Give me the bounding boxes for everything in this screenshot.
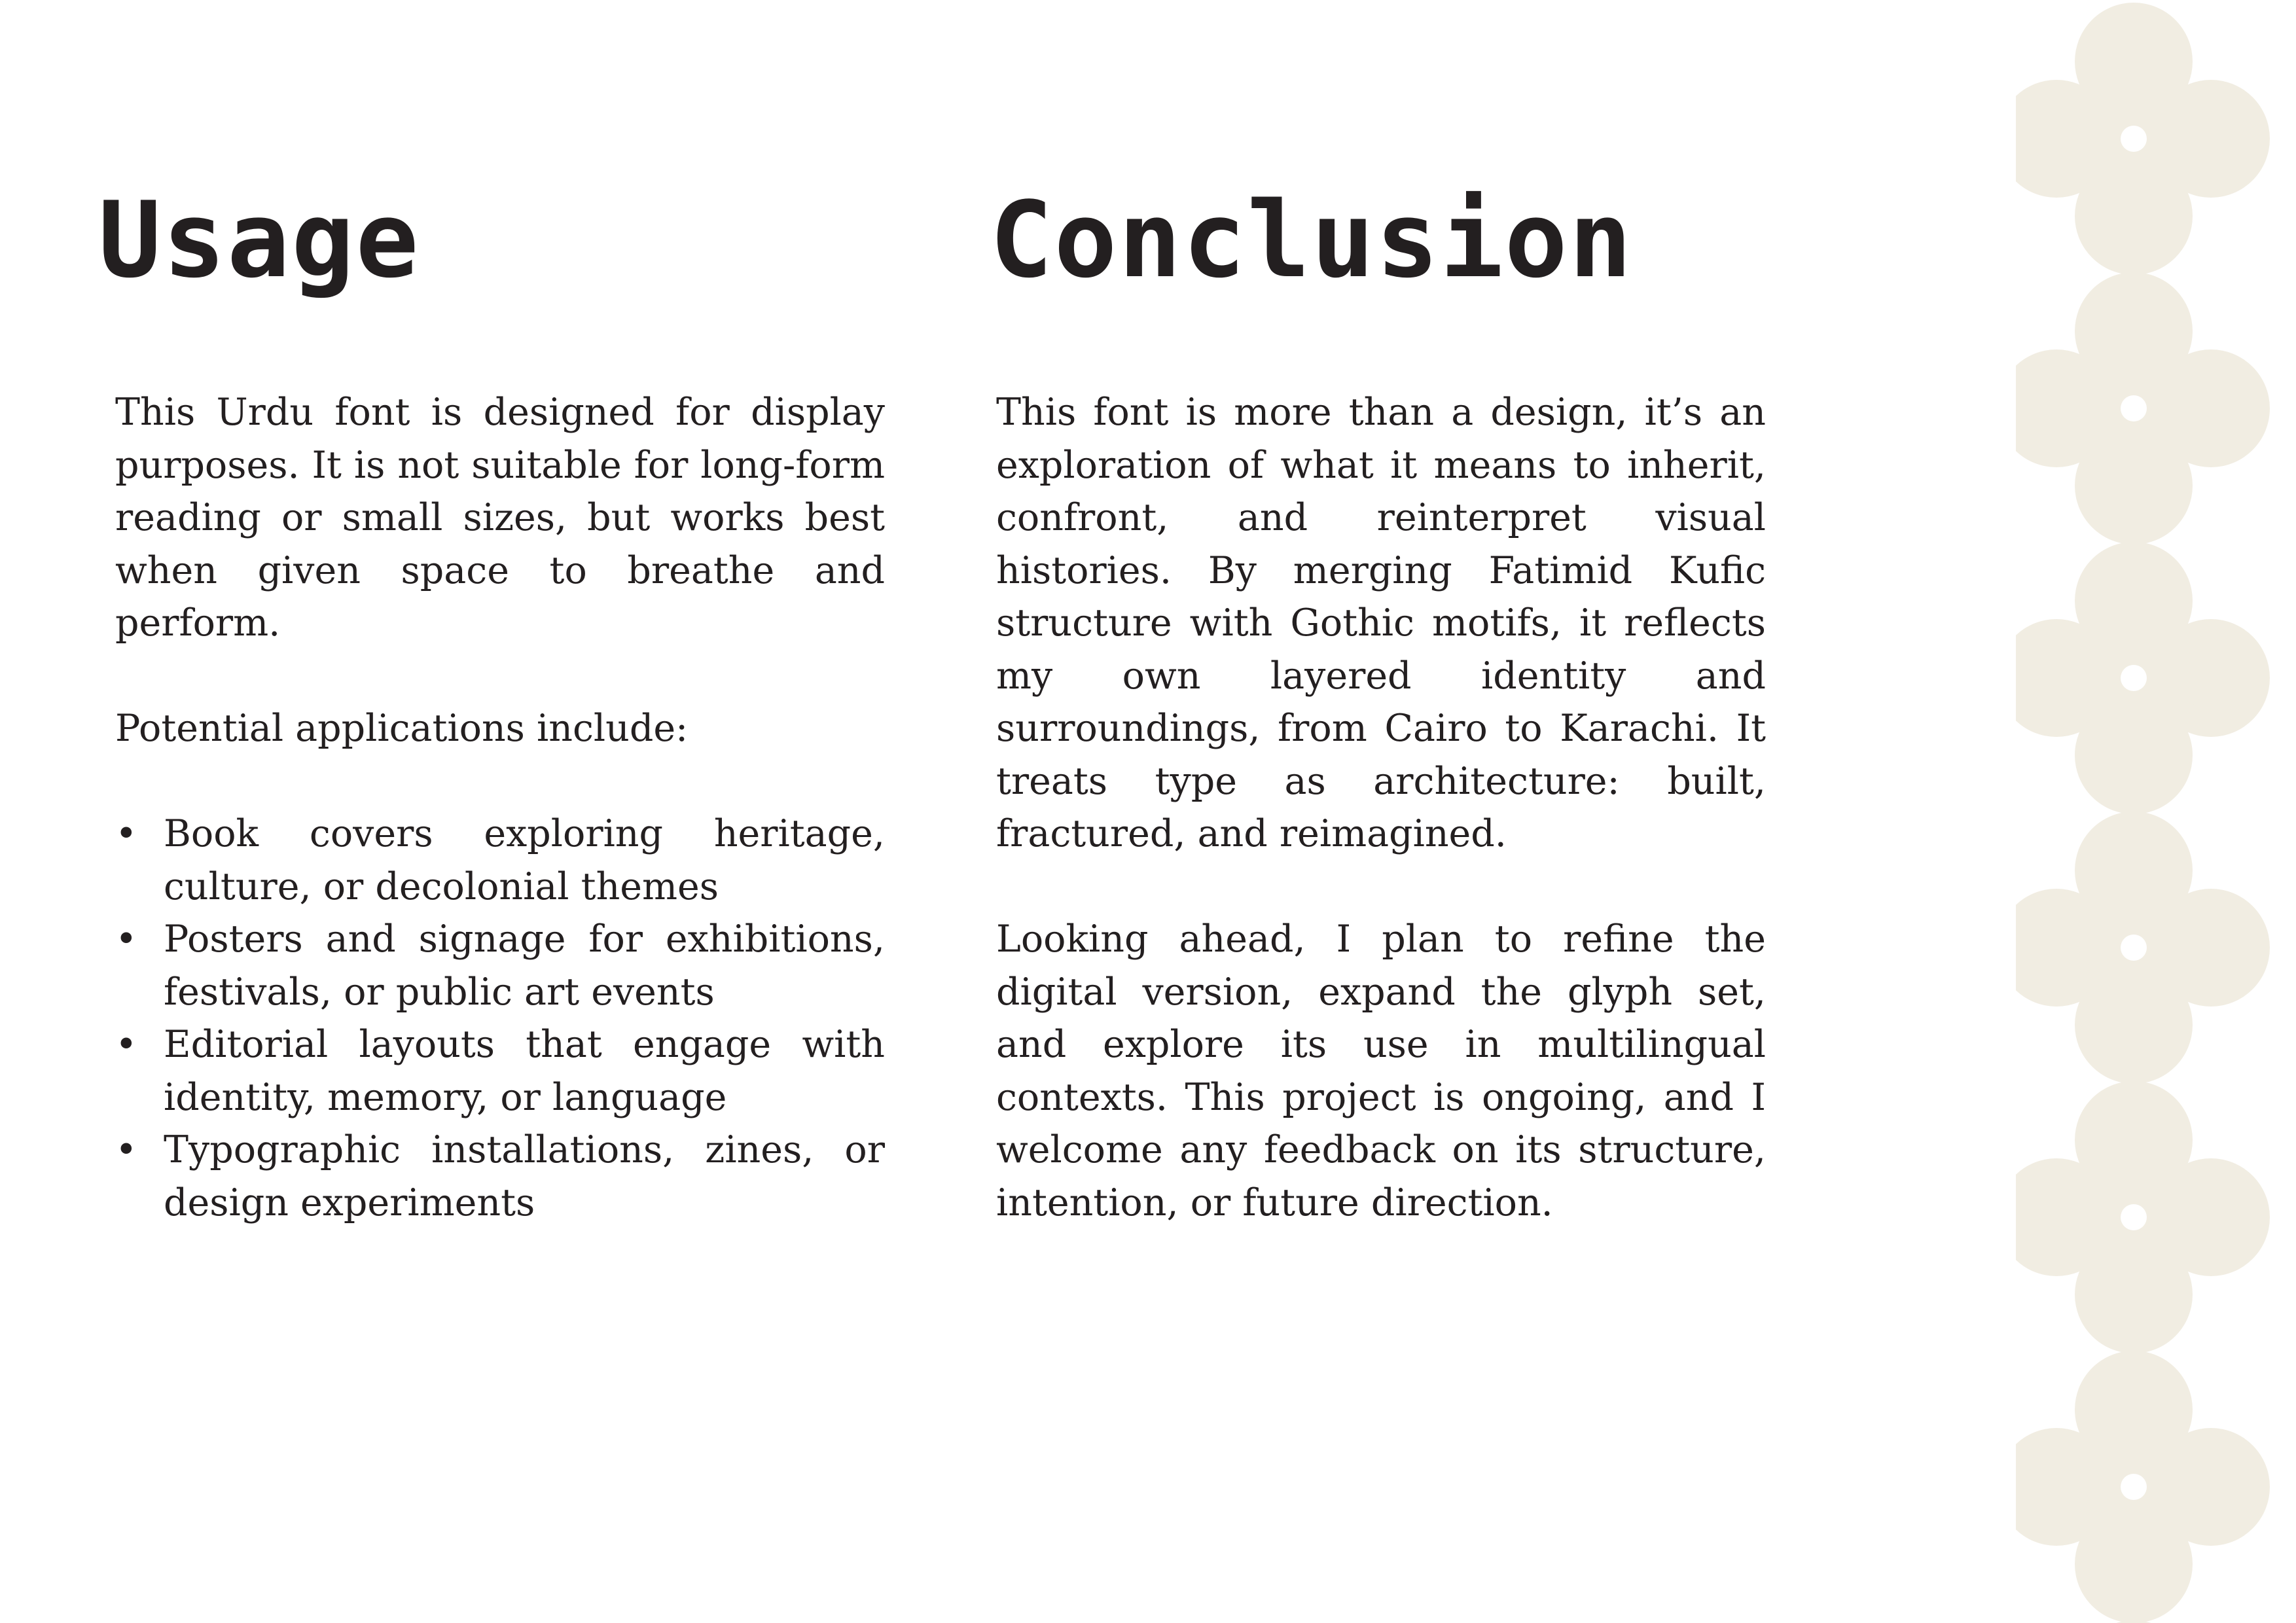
flower-center-dot (2121, 665, 2147, 691)
usage-section (115, 386, 885, 1229)
bullet-icon: • (115, 1023, 137, 1066)
list-item (115, 1018, 885, 1124)
applications-lead: Potential applications include: (115, 707, 689, 750)
list-item (115, 1124, 885, 1229)
list-item-text: Editorial layouts that engage with identity, memory, or language (164, 1023, 885, 1119)
quatrefoil-flower-icon (2016, 542, 2270, 814)
list-item (115, 913, 885, 1018)
conclusion-section (996, 386, 1766, 1282)
flower-center-dot (2121, 395, 2147, 421)
flower-center-dot (2121, 126, 2147, 152)
bullet-icon: • (115, 1128, 137, 1171)
quatrefoil-flower-icon (2016, 1081, 2270, 1353)
flower-center-dot (2121, 1204, 2147, 1230)
conclusion-paragraph-2: Looking ahead, I plan to refine the digital version, expand the glyph set, and explore its use in multilingual contexts. This project is ongoing, and I welcome any feedback on its structure, intention, or future direction. (996, 918, 1766, 1224)
quatrefoil-flower-icon (2016, 812, 2270, 1084)
list-item-text: Book covers exploring heritage, culture, or decolonial themes (164, 812, 885, 908)
flower-border-svg (2016, 0, 2296, 1623)
quatrefoil-flower-icon (2016, 1351, 2270, 1623)
conclusion-heading: Conclusion (990, 179, 1634, 301)
conclusion-paragraph-1: This font is more than a design, it’s an exploration of what it means to inherit, confront, and reinterpret visual histories. By merging Fatimid Kufic structure with Gothic motifs, it reflects my own layered identity and surroundings, from Cairo to Karachi. It treats type as architecture: built, fractured, and reimagined. (996, 391, 1766, 855)
bullet-icon: • (115, 918, 137, 961)
usage-heading: Usage (98, 179, 420, 301)
list-item-text: Typographic installations, zines, or design experiments (164, 1128, 885, 1224)
flower-center-dot (2121, 935, 2147, 961)
usage-intro: This Urdu font is designed for display purposes. It is not suitable for long-form reading or small sizes, but works best when given space to breathe and perform. (115, 391, 885, 645)
quatrefoil-flower-icon (2016, 272, 2270, 544)
list-item (115, 808, 885, 913)
bullet-icon: • (115, 812, 137, 855)
list-item-text: Posters and signage for exhibitions, festivals, or public art events (164, 918, 885, 1014)
quatrefoil-flower-icon (2016, 3, 2270, 275)
flower-center-dot (2121, 1474, 2147, 1500)
applications-list (115, 808, 885, 1229)
flower-border-decoration (2016, 0, 2296, 1623)
